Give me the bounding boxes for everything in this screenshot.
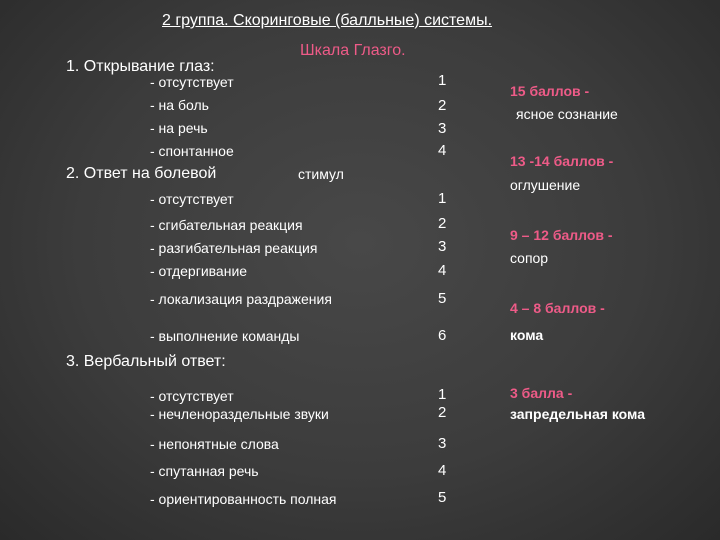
interp-range-2: 13 -14 баллов -: [510, 153, 614, 169]
pain-item-6: - выполнение команды: [150, 328, 300, 344]
verbal-item-2: - нечленораздельные звуки: [150, 406, 329, 422]
pain-score-6: 6: [438, 327, 447, 344]
pain-score-3: 3: [438, 238, 447, 255]
pain-score-5: 5: [438, 290, 447, 307]
verbal-score-3: 3: [438, 435, 447, 452]
verbal-score-4: 4: [438, 462, 447, 479]
verbal-item-4: - спутанная речь: [150, 463, 259, 479]
verbal-item-5: - ориентированность полная: [150, 491, 337, 507]
pain-item-1: - отсутствует: [150, 191, 234, 207]
pain-item-5: - локализация раздражения: [150, 291, 332, 307]
eyes-item-4: - спонтанное: [150, 143, 234, 159]
interp-range-4: 4 – 8 баллов -: [510, 300, 605, 316]
interp-label-1: ясное сознание: [516, 106, 618, 122]
verbal-score-5: 5: [438, 489, 447, 506]
pain-heading: 2. Ответ на болевой: [66, 165, 217, 182]
interp-range-1: 15 баллов -: [510, 83, 590, 99]
eyes-item-3: - на речь: [150, 120, 208, 136]
scale-subtitle: Шкала Глазго.: [300, 42, 406, 59]
page-title: 2 группа. Скоринговые (балльные) системы.: [162, 12, 493, 29]
interp-label-5: запредельная кома: [510, 406, 645, 422]
pain-item-3: - разгибательная реакция: [150, 240, 318, 256]
pain-heading-extra: стимул: [298, 166, 344, 182]
pain-item-4: - отдергивание: [150, 263, 248, 279]
verbal-item-3: - непонятные слова: [150, 436, 279, 452]
eyes-score-1: 1: [438, 72, 447, 89]
verbal-score-1: 1: [438, 386, 447, 403]
eyes-score-2: 2: [438, 97, 447, 114]
interp-label-3: сопор: [510, 250, 549, 266]
pain-score-4: 4: [438, 262, 447, 279]
verbal-item-1: - отсутствует: [150, 388, 234, 404]
verbal-heading: 3. Вербальный ответ:: [66, 353, 226, 370]
pain-item-2: - сгибательная реакция: [150, 217, 303, 233]
interp-label-2: оглушение: [510, 177, 581, 193]
eyes-heading: 1. Открывание глаз:: [66, 58, 215, 75]
interp-range-3: 9 – 12 баллов -: [510, 227, 613, 243]
eyes-score-3: 3: [438, 120, 447, 137]
verbal-score-2: 2: [438, 404, 447, 421]
eyes-item-2: - на боль: [150, 97, 209, 113]
interp-range-5: 3 балла -: [510, 385, 573, 401]
pain-score-2: 2: [438, 215, 447, 232]
eyes-score-4: 4: [438, 142, 447, 159]
pain-score-1: 1: [438, 190, 447, 207]
interp-label-4: кома: [510, 327, 544, 343]
eyes-item-1: - отсутствует: [150, 74, 234, 90]
